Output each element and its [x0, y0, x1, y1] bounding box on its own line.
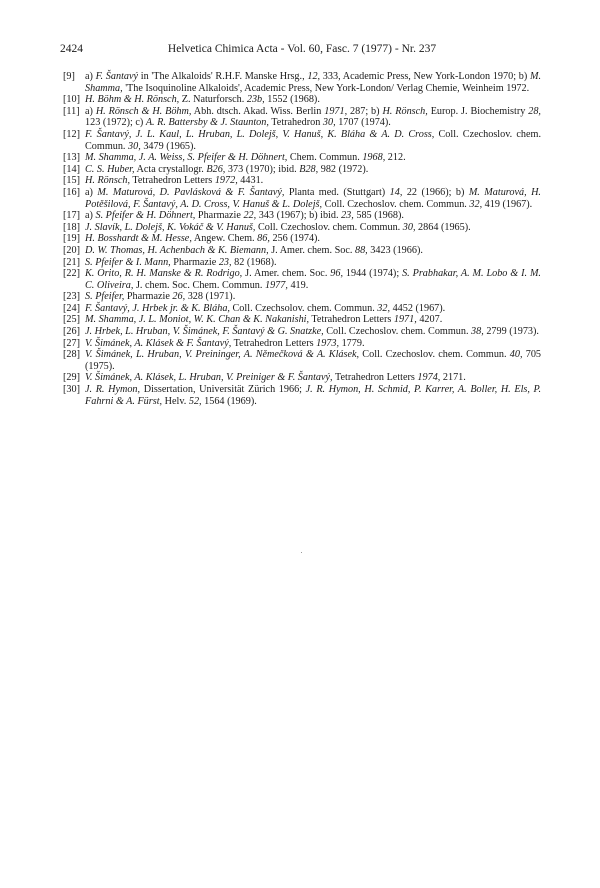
reference-italic-text: M. Maturová, H. Potěšilová, F. Šantavý, A. D. Cross, V. Hanuš & L. Dolejš,	[85, 186, 541, 210]
reference-italic-text: 14,	[389, 186, 403, 198]
reference-text: 82 (1968).	[231, 256, 277, 268]
reference-number: [14]	[63, 163, 80, 175]
reference-text: J. chem. Soc. Chem. Commun.	[133, 279, 265, 291]
reference-item	[63, 175, 541, 187]
reference-italic-text: H. Rönsch,	[382, 105, 428, 117]
reference-item	[63, 222, 541, 234]
reference-italic-text: H. Rönsch,	[85, 175, 130, 187]
reference-item	[63, 106, 541, 129]
reference-item	[63, 71, 541, 94]
reference-text: 328 (1971).	[185, 291, 236, 303]
reference-italic-text: B28,	[299, 163, 319, 175]
reference-text: 3479 (1965).	[140, 140, 196, 152]
reference-number: [16]	[63, 186, 80, 198]
reference-number: [13]	[63, 152, 80, 164]
reference-text: Coll. Czechsolov. chem. Commun.	[229, 302, 378, 314]
reference-item	[63, 129, 541, 152]
reference-text: Coll. Czechoslov. chem. Commun.	[323, 326, 472, 338]
reference-text: 982 (1972).	[318, 163, 369, 175]
reference-text: 419 (1967).	[482, 198, 533, 210]
reference-text: 'The Isoquinoline Alkaloids', Academic Press, New York-London/ Verlag Chemie, Weinheim 1972.	[122, 82, 530, 94]
reference-italic-text: 30,	[402, 221, 416, 233]
reference-italic-text: S. Pfeifer,	[85, 291, 125, 303]
reference-number: [15]	[63, 175, 80, 187]
reference-text: Dissertation, Universität Zürich 1966;	[140, 384, 306, 396]
reference-italic-text: H. Böhm & H. Rönsch,	[85, 94, 180, 106]
reference-italic-text: J. R. Hymon,	[85, 384, 141, 396]
reference-text: Chem. Commun.	[287, 152, 363, 164]
reference-item	[63, 152, 541, 164]
reference-text: a)	[85, 105, 96, 117]
reference-item	[63, 233, 541, 245]
journal-title: Helvetica Chimica Acta - Vol. 60, Fasc. 7 (1977) - Nr. 237	[167, 43, 437, 55]
reference-text: 212.	[385, 152, 406, 164]
reference-italic-text: H. Bosshardt & M. Hesse,	[85, 233, 192, 245]
reference-text: Coll. Czechoslov. chem. Commun.	[255, 221, 403, 233]
reference-text: 585 (1968).	[353, 210, 404, 222]
reference-italic-text: J. Hrbek, L. Hruban, V. Šimánek, F. Šantavý & G. Snatzke,	[85, 326, 324, 338]
reference-number: [27]	[63, 337, 80, 349]
reference-text: 256 (1974).	[269, 233, 320, 245]
reference-number: [9]	[63, 71, 75, 82]
reference-number: [22]	[63, 268, 80, 280]
reference-item	[63, 338, 541, 350]
reference-italic-text: V. Šimánek, A. Klásek & F. Šantavý,	[85, 337, 232, 349]
reference-text: 22 (1966); b)	[402, 186, 469, 198]
reference-number: [21]	[63, 256, 80, 268]
reference-italic-text: S. Prabhakar, A. M. Lobo & I. M. C. Oliveira,	[85, 268, 541, 291]
reference-italic-text: M. Maturová, D. Pavlásková & F. Šantavý,	[97, 186, 285, 198]
reference-item	[63, 210, 541, 222]
reference-italic-text: 1971,	[393, 314, 417, 326]
reference-text: 373 (1970); ibid.	[225, 163, 300, 175]
reference-text: Helv.	[162, 395, 189, 407]
reference-number: [19]	[63, 233, 80, 245]
reference-italic-text: M. Shamma, J. L. Moniot, W. K. Chan & K. Nakanishi,	[85, 314, 310, 326]
reference-text: 4431.	[237, 175, 264, 187]
reference-italic-text: 32,	[377, 302, 391, 314]
reference-italic-text: B26,	[206, 163, 226, 175]
reference-text: Angew. Chem.	[191, 233, 258, 245]
reference-item	[63, 326, 541, 338]
reference-italic-text: 1971,	[324, 105, 348, 117]
reference-italic-text: 32,	[469, 198, 483, 210]
reference-italic-text: 1968,	[362, 152, 386, 164]
reference-number: [29]	[63, 372, 80, 384]
reference-item	[63, 164, 541, 176]
reference-italic-text: 23,	[218, 256, 232, 268]
reference-italic-text: V. Šimánek, A. Klásek, L. Hruban, V. Preiniger & F. Šantavý,	[85, 372, 333, 384]
reference-text: Tetrahedron Letters	[332, 372, 418, 384]
reference-item	[63, 291, 541, 303]
reference-item	[63, 384, 541, 407]
reference-italic-text: 12,	[307, 71, 321, 82]
reference-item	[63, 268, 541, 291]
reference-italic-text: F. Šantavý, J. Hrbek jr. & K. Bláha,	[85, 302, 230, 314]
reference-text: a)	[85, 210, 96, 222]
reference-italic-text: 1974,	[417, 372, 441, 384]
reference-text: 705 (1975).	[85, 349, 542, 372]
reference-text: Acta crystallogr.	[134, 163, 207, 175]
reference-text: in 'The Alkaloids' R.H.F. Manske Hrsg.,	[138, 71, 308, 82]
reference-item	[63, 303, 541, 315]
reference-text: Pharmazie	[195, 210, 244, 222]
reference-item	[63, 187, 541, 210]
reference-italic-text: 88,	[354, 244, 368, 256]
page-speck	[301, 552, 302, 553]
reference-item	[63, 349, 541, 372]
reference-italic-text: 26,	[172, 291, 186, 303]
reference-number: [28]	[63, 349, 80, 361]
reference-italic-text: 86,	[257, 233, 270, 245]
reference-item	[63, 257, 541, 269]
reference-text: J. Amer. chem. Soc.	[242, 268, 331, 280]
reference-italic-text: V. Šimánek, L. Hruban, V. Preininger, A. Němečková & A. Klásek,	[85, 349, 360, 361]
reference-item	[63, 372, 541, 384]
reference-text: Tetrahedron Letters	[130, 175, 215, 187]
reference-number: [30]	[63, 384, 80, 396]
reference-text: J. Amer. chem. Soc.	[268, 244, 355, 256]
reference-text: 1944 (1974);	[343, 268, 403, 280]
reference-text: 123 (1972); c)	[85, 117, 146, 129]
reference-number: [12]	[63, 128, 80, 140]
reference-italic-text: M. Shamma,	[85, 71, 541, 94]
reference-text: 2799 (1973).	[483, 326, 539, 338]
reference-italic-text: 30,	[322, 117, 336, 129]
reference-italic-text: 23b,	[246, 94, 265, 106]
reference-italic-text: 38,	[471, 326, 484, 338]
reference-text: 1707 (1974).	[335, 117, 391, 129]
reference-list	[63, 71, 541, 407]
reference-italic-text: 30,	[128, 140, 141, 152]
reference-text: 333, Academic Press, New York-London 1970; b)	[320, 71, 530, 82]
reference-number: [10]	[63, 94, 80, 106]
reference-number: [23]	[63, 291, 80, 303]
reference-number: [25]	[63, 314, 80, 326]
page-number: 2424	[60, 43, 83, 55]
reference-italic-text: J. Slavík, L. Dolejš, K. Vokáč & V. Hanuš,	[85, 221, 256, 233]
reference-number: [24]	[63, 302, 80, 314]
reference-text: 1552 (1968).	[264, 94, 320, 106]
reference-italic-text: 1972,	[214, 175, 238, 187]
reference-italic-text: 1973,	[316, 337, 340, 349]
reference-number: [11]	[63, 105, 80, 117]
reference-italic-text: H. Rönsch & H. Böhm,	[95, 105, 192, 117]
reference-text: 419.	[287, 279, 309, 291]
reference-italic-text: 96,	[330, 268, 343, 280]
reference-italic-text: J. R. Hymon, H. Schmid, P. Karrer, A. Boller, H. Els, P. Fahrni & A. Fürst,	[85, 384, 542, 407]
reference-text: Abh. dtsch. Akad. Wiss. Berlin	[191, 105, 325, 117]
reference-italic-text: F. Šantavý, J. L. Kaul, L. Hruban, L. Dolejš, V. Hanuš, K. Bláha & A. D. Cross,	[85, 128, 435, 140]
reference-text: a)	[85, 186, 98, 198]
reference-text: 2864 (1965).	[415, 221, 471, 233]
reference-text: Tetrahedron Letters	[309, 314, 394, 326]
reference-number: [18]	[63, 221, 80, 233]
reference-text: a)	[85, 71, 96, 82]
reference-text: 1779.	[339, 337, 365, 349]
reference-italic-text: C. S. Huber,	[85, 163, 135, 175]
reference-text: Coll. Czechoslov. chem. Commun.	[322, 198, 470, 210]
reference-text: Pharmazie	[170, 256, 219, 268]
reference-italic-text: 52,	[188, 395, 202, 407]
reference-text: 287; b)	[347, 105, 383, 117]
reference-italic-text: F. Šantavý	[95, 71, 139, 82]
reference-text: Europ. J. Biochemistry	[427, 105, 529, 117]
reference-italic-text: S. Pfeifer & H. Döhnert,	[95, 210, 196, 222]
reference-text: 343 (1967); b) ibid.	[256, 210, 342, 222]
reference-italic-text: S. Pfeifer & I. Mann,	[85, 256, 171, 268]
reference-text: Z. Naturforsch.	[179, 94, 247, 106]
reference-text: Coll. Czechoslov. chem. Commun.	[85, 128, 541, 152]
reference-number: [26]	[63, 326, 80, 338]
reference-text: 3423 (1966).	[367, 244, 423, 256]
reference-text: 2171.	[440, 372, 466, 384]
reference-text: 4207.	[416, 314, 443, 326]
reference-text: Coll. Czechoslov. chem. Commun.	[359, 349, 510, 361]
reference-italic-text: D. W. Thomas, H. Achenbach & K. Biemann,	[85, 244, 269, 256]
reference-italic-text: 28,	[528, 105, 541, 117]
reference-number: [17]	[63, 210, 80, 222]
reference-text: Tetrahedron Letters	[231, 337, 317, 349]
reference-item	[63, 314, 541, 326]
reference-italic-text: 1977,	[264, 279, 288, 291]
reference-item	[63, 94, 541, 106]
reference-italic-text: 23,	[341, 210, 354, 222]
reference-text: Planta med. (Stuttgart)	[284, 186, 390, 198]
reference-text: 4452 (1967).	[390, 302, 446, 314]
reference-italic-text: K. Orito, R. H. Manske & R. Rodrigo,	[85, 268, 243, 280]
reference-text: Pharmazie	[124, 291, 173, 303]
reference-number: [20]	[63, 244, 80, 256]
reference-item	[63, 245, 541, 257]
reference-italic-text: M. Shamma, J. A. Weiss, S. Pfeifer & H. Döhnert,	[85, 152, 288, 164]
reference-text: 1564 (1969).	[201, 395, 257, 407]
reference-text: Tetrahedron	[268, 117, 323, 129]
reference-italic-text: 22,	[243, 210, 257, 222]
reference-italic-text: A. R. Battersby & J. Staunton,	[145, 117, 269, 129]
reference-italic-text: 40,	[509, 349, 523, 361]
